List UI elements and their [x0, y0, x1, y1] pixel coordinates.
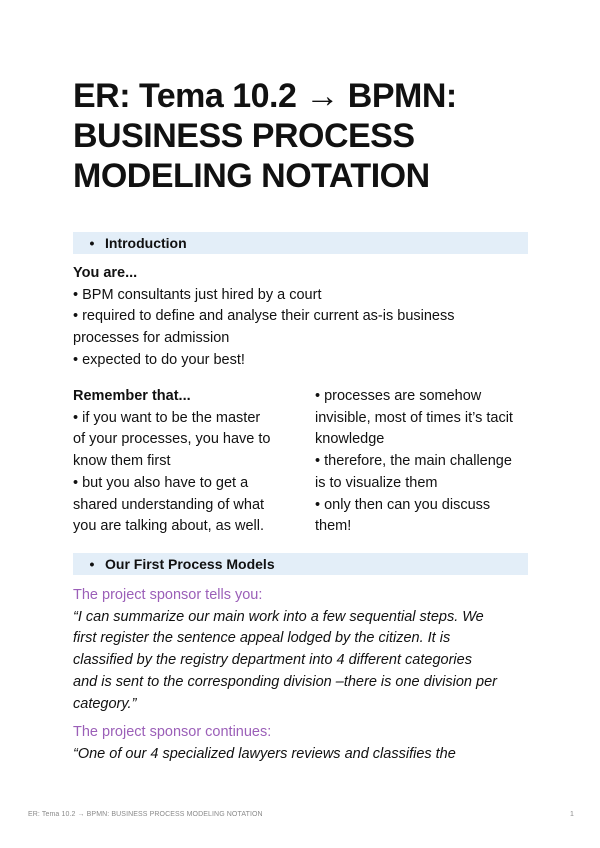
sponsor-quote-line: and is sent to the corresponding division –there is one division per	[73, 673, 497, 690]
sponsor-statement-1	[73, 585, 543, 715]
sponsor-quote-line: category.”	[73, 695, 137, 712]
title-line: BUSINESS PROCESS	[73, 117, 415, 155]
sponsor-quote-line: “One of our 4 specialized lawyers reviews and classifies the	[73, 745, 456, 762]
remember-heading: Remember that...	[73, 388, 191, 404]
section-heading-first-process-models	[73, 553, 528, 575]
remember-line: of your processes, you have to	[73, 431, 271, 448]
remember-line: you are talking about, as well.	[73, 518, 265, 535]
remember-line: • if you want to be the master	[73, 409, 261, 426]
sponsor-statement-2	[73, 722, 543, 765]
remember-left-column	[73, 386, 293, 538]
remember-line: • but you also have to get a	[73, 474, 249, 491]
remember-right-column	[315, 386, 535, 538]
section-heading-introduction	[73, 232, 528, 254]
sponsor-quote-line: first register the sentence appeal lodged by the citizen. It is	[73, 630, 451, 647]
remember-line: know them first	[73, 453, 171, 470]
remember-line: is to visualize them	[315, 474, 438, 491]
remember-line: them!	[315, 518, 352, 535]
remember-line: • therefore, the main challenge	[315, 453, 512, 470]
sponsor-quote-line: classified by the registry department into 4 different categories	[73, 652, 472, 669]
you-are-line: • BPM consultants just hired by a court	[73, 286, 322, 303]
you-are-line: processes for admission	[73, 330, 230, 347]
sponsor-label: The project sponsor tells you:	[73, 587, 263, 603]
you-are-heading: You are...	[73, 265, 138, 281]
page-title	[73, 76, 528, 196]
bullet-icon: •	[89, 556, 95, 572]
page-number: 1	[570, 811, 574, 818]
bullet-icon: •	[89, 235, 95, 251]
footer-title: ER: Tema 10.2 → BPMN: BUSINESS PROCESS MODELING NOTATION	[28, 811, 263, 818]
remember-line: invisible, most of times it’s tacit	[315, 409, 513, 426]
title-line: MODELING NOTATION	[73, 157, 430, 195]
remember-line: shared understanding of what	[73, 496, 265, 513]
you-are-line: • required to define and analyse their current as-is business	[73, 308, 455, 325]
remember-line: • processes are somehow	[315, 388, 482, 404]
section-heading-label: Our First Process Models	[105, 556, 275, 572]
sponsor-quote-line: “I can summarize our main work into a few sequential steps. We	[73, 608, 484, 625]
remember-line: knowledge	[315, 431, 385, 448]
remember-line: • only then can you discuss	[315, 496, 491, 513]
you-are-block	[73, 263, 528, 372]
section-heading-label: Introduction	[105, 235, 187, 251]
page-footer	[28, 811, 574, 818]
you-are-line: • expected to do your best!	[73, 351, 245, 368]
sponsor-label: The project sponsor continues:	[73, 724, 272, 740]
title-line: ER: Tema 10.2 → BPMN:	[73, 77, 457, 115]
